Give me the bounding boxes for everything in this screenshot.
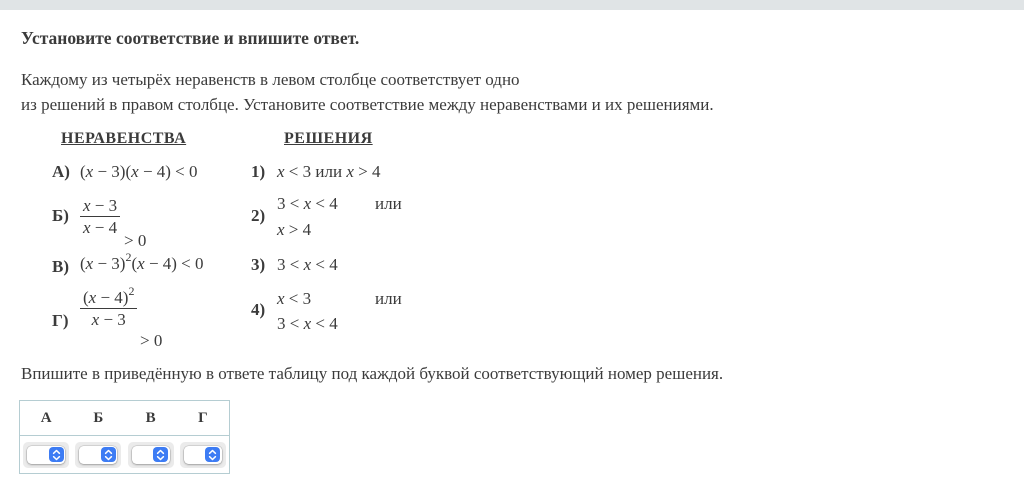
fraction-numerator: x − 3 <box>80 196 120 217</box>
solution-label-3: 3) <box>251 255 266 274</box>
solution-text-3: 3 < x < 4 <box>277 255 338 274</box>
answer-cell-g <box>177 436 229 473</box>
answer-select-v[interactable] <box>132 446 170 464</box>
answer-table <box>19 400 230 474</box>
inequality-label-b: Б) <box>52 206 69 225</box>
inequality-expr-b-tail: > 0 <box>124 231 147 250</box>
page-title: Установите соответствие и впишите ответ. <box>21 28 360 48</box>
inequality-label-v: В) <box>52 257 69 276</box>
solution-text-4-line1: x < 3 <box>277 289 312 308</box>
inequality-expr-a: (x − 3)(x − 4) < 0 <box>80 162 198 181</box>
answer-cell-a <box>20 436 72 473</box>
answer-column-header-a: А <box>40 409 52 426</box>
answer-select-g-wrap <box>180 442 226 468</box>
inequality-label-a: А) <box>52 162 70 181</box>
inequality-expr-g-tail: > 0 <box>140 331 163 350</box>
top-bar <box>0 0 1024 10</box>
answer-column-header-v: В <box>145 409 156 426</box>
answer-table-header-row <box>20 401 229 436</box>
answer-cell-v <box>125 436 177 473</box>
answer-select-v-wrap <box>128 442 174 468</box>
solution-text-4-or: или <box>375 289 402 308</box>
inequality-expr-b-fraction <box>80 196 120 237</box>
answer-select-b[interactable] <box>79 446 117 464</box>
chevron-up-down-icon <box>49 447 64 462</box>
fraction-denominator: x − 3 <box>91 310 126 329</box>
answer-column-header-b: Б <box>93 409 104 426</box>
answer-select-b-wrap <box>75 442 121 468</box>
chevron-up-down-icon <box>101 447 116 462</box>
solution-label-2: 2) <box>251 206 266 225</box>
inequality-label-g: Г) <box>52 311 69 330</box>
inequality-expr-v: $(x - 3)^2(x - 4) < 0$ <box>80 250 204 273</box>
solution-text-1: x < 3 или x > 4 <box>277 162 381 181</box>
answer-column-header-g: Г <box>198 409 208 426</box>
solution-text-2-line2: x > 4 <box>277 220 312 239</box>
solutions-column-header: РЕШЕНИЯ <box>284 130 373 147</box>
solution-label-1: 1) <box>251 162 266 181</box>
solution-text-4-line2: 3 < x < 4 <box>277 314 338 333</box>
inequalities-column-header: НЕРАВЕНСТВА <box>61 130 187 147</box>
answer-select-a-wrap <box>23 442 69 468</box>
answer-select-g[interactable] <box>184 446 222 464</box>
solution-text-2-or: или <box>375 194 402 213</box>
chevron-up-down-icon <box>205 447 220 462</box>
answer-table-select-row <box>20 436 229 473</box>
fraction-numerator: $(x - 4)^2$ <box>80 288 137 309</box>
fraction-denominator: x − 4 <box>83 218 118 237</box>
intro-line-2: из решений в правом столбце. Установите соответствие между неравенствами и их решениями. <box>21 95 714 114</box>
intro-line-1: Каждому из четырёх неравенств в левом столбце соответствует одно <box>21 70 520 89</box>
solution-label-4: 4) <box>251 300 266 319</box>
answer-instruction: Впишите в приведённую в ответе таблицу под каждой буквой соответствующий номер решения. <box>21 364 724 383</box>
chevron-up-down-icon <box>153 447 168 462</box>
answer-select-a[interactable] <box>27 446 65 464</box>
solution-text-2-line1: 3 < x < 4 <box>277 194 338 213</box>
answer-cell-b <box>72 436 124 473</box>
inequality-expr-g-fraction <box>80 284 137 329</box>
